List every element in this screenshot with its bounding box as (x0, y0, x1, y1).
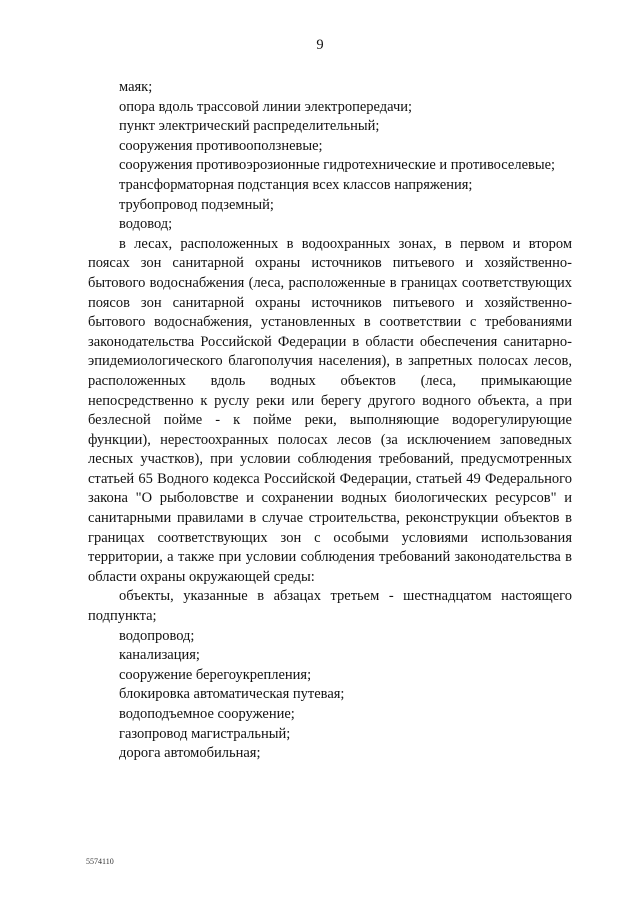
list-item-road: дорога автомобильная; (119, 745, 261, 762)
list-item-mayak: маяк; (119, 79, 153, 95)
paragraph-referenced-objects: объекты, указанные в абзацах третьем - шестнадцатом настоящего подпункта; (88, 588, 572, 625)
list-item-underground-pipeline: трубопровод подземный; (119, 196, 274, 213)
list-item-water-supply: водопровод; (119, 627, 195, 644)
page-number: 9 (316, 37, 324, 53)
list-item-power-line-support: опора вдоль трассовой линии электропередачи; (119, 98, 413, 115)
body-text (88, 78, 572, 764)
list-item-distribution-point: пункт электрический распределительный; (119, 118, 380, 135)
list-item-water-conduit: водовод; (119, 216, 173, 233)
list-item-bank-protection: сооружение берегоукрепления; (119, 666, 312, 683)
list-item-water-lifting: водоподъемное сооружение; (119, 706, 295, 722)
list-item-sewerage: канализация; (119, 647, 200, 664)
footer-code: 5574110 (86, 857, 114, 866)
paragraph-water-protection-forests: в лесах, расположенных в водоохранных зонах, в первом и втором поясах зон санитарной охраны источников питьевого и хозяйственно-бытового водоснабжения (леса, расположенные в границах соответствующих поясов зон санитарной охраны источников питьевого и хозяйственно-бытового водоснабжения, установленных в соответствии с требованиями законодательства Российской Федерации в области обеспечения санитарно-эпидемиологического благополучия населения), в запретных полосах лесов, расположенных вдоль водных объектов (леса, примыкающие непосредственно к руслу реки или берегу другого водного объекта, а при безлесной пойме - к пойме реки, выполняющие водорегулирующие функции), нерестоохранных полосах лесов (за исключением заповедных лесных участков), при условии соблюдения требований, предусмотренных статьей 65 Водного кодекса Российской Федерации, статьей 49 Федерального закона "О рыболовстве и сохранении водных биологических ресурсов" и санитарными правилами в случае строительства, реконструкции объектов в границах соответствующих зон с особыми условиями использования территории, а также при условии соблюдения требований законодательства в области охраны окружающей среды: (88, 235, 572, 585)
list-item-gas-pipeline: газопровод магистральный; (119, 725, 291, 742)
list-item-transformer-substation: трансформаторная подстанция всех классов напряжения; (119, 176, 473, 193)
list-item-anti-landslide: сооружения противооползневые; (119, 137, 323, 154)
list-item-anti-erosion: сооружения противоэрозионные гидротехнические и противоселевые; (119, 157, 556, 174)
list-item-track-blocking: блокировка автоматическая путевая; (119, 686, 345, 703)
